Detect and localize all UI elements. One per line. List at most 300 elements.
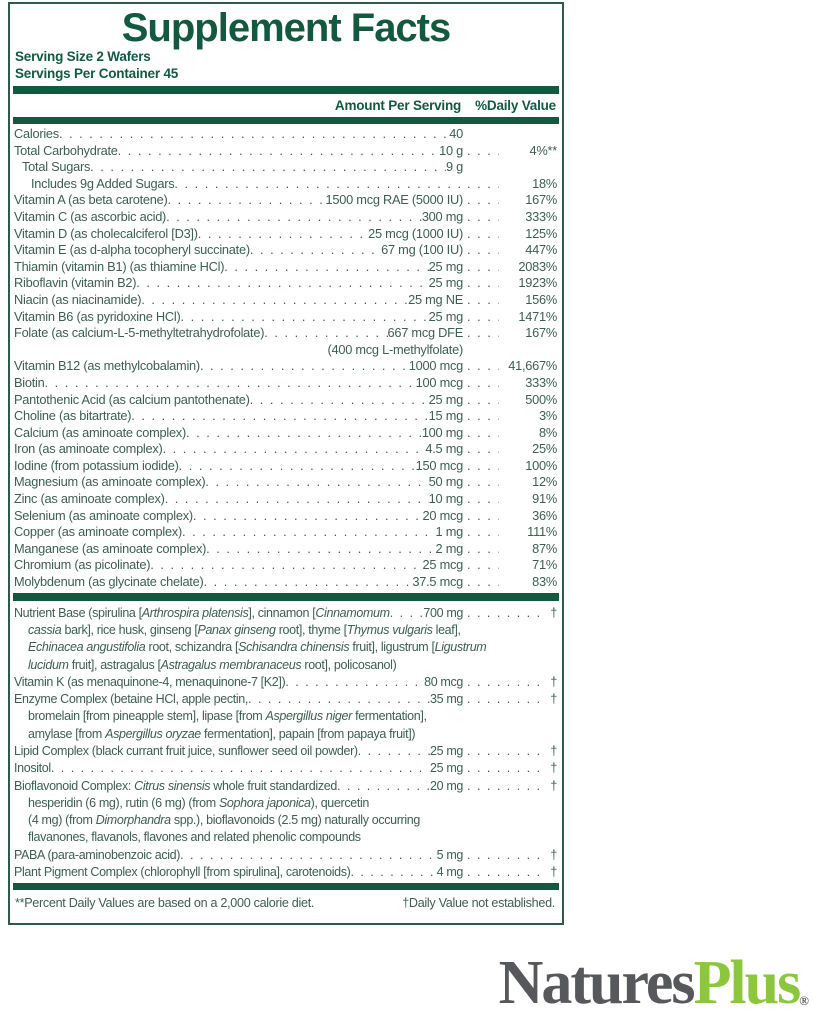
- dot-leader: [463, 143, 499, 160]
- servings-per-container: Servings Per Container 45: [15, 66, 179, 81]
- daily-value: 167%: [525, 192, 557, 208]
- nutrient-row: [14, 829, 557, 846]
- amount-per-serving: 100 mg: [421, 424, 463, 440]
- label-segment: Vitamin B6 (as pyridoxine HCl): [14, 308, 181, 324]
- nutrient-name: [14, 508, 193, 525]
- dot-leader: [463, 674, 539, 691]
- nutrient-name: [14, 209, 166, 226]
- nutrient-row: [14, 209, 557, 226]
- nutrient-row: [14, 342, 557, 359]
- dot-leader: [463, 743, 539, 760]
- dot-leader: [463, 557, 499, 574]
- label-segment: ), quercetin: [310, 795, 369, 810]
- label-segment: Choline (as bitartrate): [14, 408, 132, 424]
- nutrient-row: [14, 292, 557, 309]
- label-segment: Citrus sinensis: [134, 778, 211, 793]
- label-segment: Vitamin E (as d-alpha tocopheryl succinate): [14, 242, 250, 258]
- divider-bar: [13, 86, 559, 94]
- nutrient-row: [14, 159, 557, 176]
- amount-per-serving: 2 mg: [435, 540, 463, 556]
- label-segment: Folate (as calcium-L-5-methyltetrahydrofolate): [14, 325, 265, 341]
- nutrient-name: [14, 226, 198, 243]
- nutrient-row: [14, 491, 557, 508]
- nutrient-name: [14, 847, 180, 864]
- label-segment: Aspergillus oryzae: [105, 726, 201, 741]
- nutrient-name: [14, 242, 250, 259]
- amount-per-serving: 25 mg: [428, 391, 463, 407]
- nutrient-name: [14, 441, 163, 458]
- amount-per-serving: 300 mg: [421, 208, 463, 224]
- dot-leader: [463, 458, 499, 475]
- dot-leader: [150, 557, 422, 574]
- daily-value: 83%: [532, 574, 557, 590]
- label-segment: whole fruit standardized: [210, 778, 337, 793]
- nutrient-row: [14, 743, 557, 760]
- amount-per-serving: 4 mg: [436, 865, 463, 880]
- daily-value: †: [550, 778, 557, 793]
- nutrient-row: [14, 524, 557, 541]
- amount-per-serving: 4.5 mg: [425, 441, 463, 457]
- amount-per-serving: 100 mcg: [415, 374, 463, 390]
- nutrient-name: [28, 657, 396, 674]
- dot-leader: [163, 441, 426, 458]
- nutrient-row: [14, 674, 557, 691]
- amount-per-serving: 20 mcg: [422, 507, 463, 523]
- label-segment: Total Carbohydrate: [14, 142, 118, 158]
- label-segment: root], policosanol): [301, 657, 397, 672]
- daily-value: 91%: [532, 491, 557, 507]
- nutrient-row: [14, 309, 557, 326]
- daily-value: 4%**: [529, 142, 557, 158]
- daily-value: 167%: [525, 325, 557, 341]
- daily-value: 156%: [525, 291, 557, 307]
- label-segment: lucidum: [28, 657, 69, 672]
- amount-per-serving: 50 mg: [428, 474, 463, 490]
- dot-leader: [463, 358, 499, 375]
- label-segment: spp.), bioflavonoids (2.5 mg) naturally occurring: [170, 813, 420, 828]
- label-segment: Thiamin (vitamin B1) (as thiamine HCl): [14, 258, 225, 274]
- dot-leader: [463, 605, 539, 622]
- nutrient-name: [14, 605, 390, 622]
- nutrient-row: [14, 275, 557, 292]
- nutrient-row: [14, 657, 557, 674]
- nutrient-name: [14, 325, 264, 342]
- label-segment: fermentation], papain [from papaya fruit]): [200, 726, 416, 741]
- nutrient-row: [14, 126, 557, 143]
- dot-leader: [166, 209, 422, 226]
- nutrient-name: [14, 557, 150, 574]
- dot-leader: [264, 325, 387, 342]
- divider-bar: [13, 883, 559, 890]
- label-segment: leaf],: [432, 622, 461, 637]
- daily-value: †: [550, 605, 557, 620]
- nutrient-row: [14, 425, 557, 442]
- nutrient-name: [14, 425, 186, 442]
- dot-leader: [181, 309, 429, 326]
- amount-per-serving: 10 mg: [428, 491, 463, 507]
- label-segment: root], thyme [: [275, 622, 347, 637]
- label-segment: Nutrient Base (spirulina [: [14, 605, 142, 620]
- label-segment: Magnesium (as aminoate complex): [14, 474, 206, 490]
- label-segment: fruit], ligustrum [: [349, 640, 435, 655]
- nutrient-name: [28, 708, 427, 725]
- dot-leader: [463, 491, 499, 508]
- dot-leader: [463, 574, 499, 591]
- nutrient-row: [14, 691, 557, 708]
- label-segment: Vitamin K (as menaquinone-4, menaquinone-7 [K2]): [14, 674, 286, 689]
- dot-leader: [174, 176, 463, 193]
- label-segment: Cinnamomum: [315, 605, 390, 620]
- dot-leader: [463, 309, 499, 326]
- amount-per-serving: 10 g: [439, 142, 463, 158]
- nutrient-row: [14, 605, 557, 622]
- nutrient-name: [14, 358, 200, 375]
- daily-value: 87%: [532, 540, 557, 556]
- dot-leader: [193, 508, 423, 525]
- label-segment: Bioflavonoid Complex:: [14, 778, 135, 793]
- nutrient-name: [14, 524, 182, 541]
- nutrient-row: [14, 242, 557, 259]
- nutrient-row: [14, 639, 557, 656]
- nutrient-name: [14, 691, 248, 708]
- dot-leader: [248, 691, 430, 708]
- label-segment: Selenium (as aminoate complex): [14, 507, 193, 523]
- amount-per-serving: 1000 mcg: [408, 358, 463, 374]
- nutrient-name: [14, 674, 285, 691]
- nutrient-name: [28, 726, 415, 743]
- amount-per-serving: 40: [449, 126, 463, 141]
- daily-value: 36%: [532, 507, 557, 523]
- nutrient-row: [14, 441, 557, 458]
- nutrient-name: [14, 574, 204, 591]
- dot-leader: [463, 192, 499, 209]
- label-segment: Calcium (as aminoate complex): [14, 424, 186, 440]
- dot-leader: [182, 524, 436, 541]
- daily-value-header: %Daily Value: [475, 98, 556, 113]
- label-segment: Iron (as aminoate complex): [14, 441, 163, 457]
- dot-leader: [463, 524, 499, 541]
- nutrient-row: [14, 778, 557, 795]
- dot-leader: [463, 275, 499, 292]
- label-segment: Molybdenum (as glycinate chelate): [14, 574, 204, 590]
- footnote: [10, 890, 562, 910]
- label-segment: Plant Pigment Complex (chlorophyll [from spirulina], carotenoids): [14, 865, 351, 880]
- dot-leader: [463, 691, 539, 708]
- dot-leader: [463, 864, 539, 881]
- label-segment: bark], rice husk, ginseng [: [61, 622, 198, 637]
- dot-leader: [179, 458, 416, 475]
- daily-value: 41,667%: [508, 358, 557, 374]
- dot-leader: [90, 159, 446, 176]
- dot-leader: [45, 375, 416, 392]
- amount-per-serving-header: Amount Per Serving: [334, 98, 462, 113]
- dot-leader: [250, 392, 429, 409]
- dot-leader: [285, 674, 424, 691]
- label-segment: Includes 9g Added Sugars: [31, 175, 175, 191]
- nutrient-name: [14, 458, 179, 475]
- label-segment: Thymus vulgaris: [346, 622, 433, 637]
- dot-leader: [463, 760, 539, 777]
- dot-leader: [198, 226, 368, 243]
- dot-leader: [180, 847, 437, 864]
- label-segment: Zinc (as aminoate complex): [14, 491, 165, 507]
- divider-bar: [13, 117, 559, 124]
- label-segment: Pantothenic Acid (as calcium pantothenate): [14, 391, 250, 407]
- nutrient-row: [14, 458, 557, 475]
- nutrient-name: [28, 829, 361, 846]
- dot-leader: [463, 778, 539, 795]
- dot-leader: [463, 226, 499, 243]
- label-segment: (4 mg) (from: [28, 813, 96, 828]
- label-segment: Total Sugars: [22, 159, 91, 175]
- label-segment: amylase [from: [28, 726, 106, 741]
- panel-title: Supplement Facts: [121, 6, 451, 50]
- label-segment: Echinacea angustifolia: [28, 640, 146, 655]
- label-segment: Schisandra chinensis: [238, 640, 350, 655]
- amount-per-serving: 25 mcg (1000 IU): [368, 225, 463, 241]
- nutrient-name: [14, 541, 206, 558]
- nutrient-row: [14, 408, 557, 425]
- daily-value: 25%: [532, 441, 557, 457]
- dot-leader: [463, 508, 499, 525]
- label-segment: ], cinnamon [: [248, 605, 316, 620]
- nutrient-name: [14, 275, 136, 292]
- nutrient-row: [14, 726, 557, 743]
- daily-value: 12%: [532, 474, 557, 490]
- label-segment: Inositol: [14, 761, 51, 776]
- amount-per-serving: 667 mcg DFE: [387, 325, 463, 341]
- nutrient-row: [14, 541, 557, 558]
- dot-leader: [463, 325, 499, 342]
- nutrient-name: [14, 743, 358, 760]
- dot-leader: [206, 541, 435, 558]
- nutrient-row: [14, 259, 557, 276]
- amount-per-serving: 37.5 mcg: [412, 574, 463, 590]
- daily-value: †: [550, 865, 557, 880]
- daily-value: 8%: [539, 424, 557, 440]
- amount-per-serving: 35 mg: [430, 692, 463, 707]
- dot-leader: [463, 425, 499, 442]
- amount-per-serving: 700 mg: [423, 605, 463, 620]
- nutrient-name: [14, 309, 181, 326]
- amount-per-serving: 25 mg: [428, 308, 463, 324]
- daily-value: †: [550, 744, 557, 758]
- daily-value: 18%: [532, 175, 557, 191]
- nutrient-row: [14, 622, 557, 639]
- label-segment: Lipid Complex (black currant fruit juice, sunflower seed oil powder): [14, 744, 358, 758]
- column-headers: [10, 94, 562, 117]
- nutrient-row: [14, 557, 557, 574]
- dot-leader: [141, 292, 408, 309]
- daily-value: 333%: [525, 208, 557, 224]
- naturesplus-logo: [498, 949, 809, 1030]
- nutrient-row: [14, 375, 557, 392]
- nutrient-row: [14, 325, 557, 342]
- daily-value: †: [550, 761, 557, 776]
- amount-per-serving: 25 mg NE: [408, 291, 463, 307]
- nutrient-name: [14, 408, 131, 425]
- label-segment: Sophora japonica: [218, 795, 311, 810]
- dot-leader: [186, 425, 422, 442]
- dot-leader: [168, 192, 326, 209]
- nutrient-row: [14, 358, 557, 375]
- nutrient-row: [14, 474, 557, 491]
- dot-leader: [463, 375, 499, 392]
- daily-value: 100%: [525, 457, 557, 473]
- daily-value: 125%: [525, 225, 557, 241]
- label-segment: Enzyme Complex (betaine HCl, apple pectin,: [14, 692, 249, 707]
- daily-value: 71%: [532, 557, 557, 573]
- dot-leader: [51, 760, 430, 777]
- label-segment: fermentation],: [351, 709, 427, 724]
- nutrient-name: [14, 778, 337, 795]
- nutrient-name: [28, 795, 369, 812]
- divider-bar: [13, 593, 559, 601]
- supplement-facts-panel: [8, 2, 564, 925]
- nutrient-name: [14, 259, 224, 276]
- nutrient-row: [14, 864, 557, 881]
- label-segment: Dimorphandra: [95, 813, 171, 828]
- nutrient-name: [14, 392, 250, 409]
- dot-leader: [463, 259, 499, 276]
- label-segment: cassia: [28, 622, 62, 637]
- nutrient-row: [14, 508, 557, 525]
- label-segment: Biotin: [14, 374, 45, 390]
- dot-leader: [350, 864, 436, 881]
- amount-per-serving: 25 mg: [428, 275, 463, 291]
- nutrient-name: [14, 864, 350, 881]
- nutrient-name: [31, 176, 174, 193]
- dot-leader: [131, 408, 428, 425]
- daily-value: 447%: [525, 242, 557, 258]
- nutrient-row: [14, 795, 557, 812]
- amount-per-serving: 1500 mcg RAE (5000 IU): [325, 192, 463, 208]
- nutrient-row: [14, 574, 557, 591]
- label-segment: Vitamin A (as beta carotene): [14, 192, 168, 208]
- dot-leader: [250, 242, 381, 259]
- daily-value: 333%: [525, 374, 557, 390]
- dot-leader: [463, 242, 499, 259]
- dot-leader: [463, 847, 539, 864]
- dot-leader: [59, 126, 449, 143]
- dot-leader: [463, 408, 499, 425]
- nutrient-row: [14, 192, 557, 209]
- nutrient-row: [14, 847, 557, 864]
- dot-leader: [136, 275, 428, 292]
- amount-per-serving: 9 g: [445, 159, 463, 175]
- amount-per-serving: 15 mg: [428, 408, 463, 424]
- label-segment: Vitamin D (as cholecalciferol [D3]): [14, 225, 198, 241]
- daily-value: †: [550, 847, 557, 862]
- label-segment: Iodine (from potassium iodide): [14, 457, 179, 473]
- label-segment: Chromium (as picolinate): [14, 557, 151, 573]
- nutrient-name: [14, 760, 51, 777]
- daily-value: 2083%: [518, 258, 557, 274]
- label-segment: Aspergillus niger: [265, 709, 352, 724]
- nutrient-name: [14, 292, 141, 309]
- nutrient-name: [14, 375, 45, 392]
- label-segment: Riboflavin (vitamin B2): [14, 275, 137, 291]
- dot-leader: [463, 209, 499, 226]
- nutrient-name: [28, 812, 420, 829]
- footnote-dagger: †Daily Value not established.: [402, 896, 555, 911]
- label-segment: PABA (para-aminobenzoic acid): [14, 847, 181, 862]
- dot-leader: [463, 176, 499, 193]
- amount-per-serving: (400 mcg L-methylfolate): [327, 341, 463, 357]
- nutrient-row: [14, 176, 557, 193]
- label-segment: bromelain [from pineapple stem], lipase [from: [28, 709, 266, 724]
- dot-leader: [463, 474, 499, 491]
- label-segment: Vitamin B12 (as methylcobalamin): [14, 358, 200, 374]
- label-segment: hesperidin (6 mg), rutin (6 mg) (from: [28, 795, 219, 810]
- amount-per-serving: 67 mg (100 IU): [381, 242, 463, 258]
- daily-value: †: [550, 674, 557, 689]
- nutrient-row: [14, 812, 557, 829]
- serving-size: Serving Size 2 Wafers: [15, 49, 151, 64]
- nutrient-name: [22, 159, 90, 176]
- amount-per-serving: 1 mg: [435, 524, 463, 540]
- label-segment: Astragalus membranaceus: [160, 657, 302, 672]
- nutrient-row: [14, 143, 557, 160]
- label-segment: Ligustrum: [434, 640, 487, 655]
- dot-leader: [205, 474, 428, 491]
- amount-per-serving: 150 mcg: [415, 457, 463, 473]
- amount-per-serving: 25 mcg: [422, 557, 463, 573]
- registered-trademark-icon: ®: [799, 993, 809, 1008]
- label-segment: Arthrospira platensis: [141, 605, 249, 620]
- dot-leader: [165, 491, 429, 508]
- amount-per-serving: 5 mg: [436, 847, 463, 862]
- daily-value: 1471%: [518, 308, 557, 324]
- label-segment: fruit], astragalus [: [68, 657, 161, 672]
- amount-per-serving: 20 mg: [430, 778, 463, 793]
- label-segment: root, schizandra [: [145, 640, 239, 655]
- dot-leader: [200, 358, 409, 375]
- logo-natures: Natures: [498, 949, 694, 1017]
- amount-per-serving: 25 mg: [430, 761, 463, 776]
- daily-value: 3%: [539, 408, 557, 424]
- nutrient-row: [14, 392, 557, 409]
- daily-value: 500%: [525, 391, 557, 407]
- dot-leader: [118, 143, 439, 160]
- dot-leader: [463, 441, 499, 458]
- dot-leader: [204, 574, 413, 591]
- nutrient-name: [14, 126, 59, 143]
- dot-leader: [358, 743, 430, 760]
- nutrient-name: [14, 474, 205, 491]
- label-segment: Vitamin C (as ascorbic acid): [14, 208, 167, 224]
- dot-leader: [224, 259, 428, 276]
- amount-per-serving: 80 mcg: [424, 674, 463, 689]
- daily-value: 1923%: [518, 275, 557, 291]
- footnote-daily-values: **Percent Daily Values are based on a 2,000 calorie diet.: [15, 896, 315, 911]
- nutrient-name: [14, 192, 168, 209]
- nutrient-row: [14, 760, 557, 777]
- dot-leader: [463, 292, 499, 309]
- dot-leader: [390, 605, 424, 622]
- nutrient-row: [14, 708, 557, 725]
- label-segment: Copper (as aminoate complex): [14, 524, 182, 540]
- dot-leader: [463, 541, 499, 558]
- label-segment: Panax ginseng: [197, 622, 276, 637]
- label-segment: flavanones, flavanols, flavones and related phenolic compounds: [28, 830, 361, 845]
- nutrient-name: [14, 143, 118, 160]
- nutrient-name: [28, 622, 461, 639]
- nutrient-name: [28, 639, 486, 656]
- label-segment: Niacin (as niacinamide): [14, 291, 142, 307]
- nutrient-row: [14, 226, 557, 243]
- nutrient-name: [14, 491, 165, 508]
